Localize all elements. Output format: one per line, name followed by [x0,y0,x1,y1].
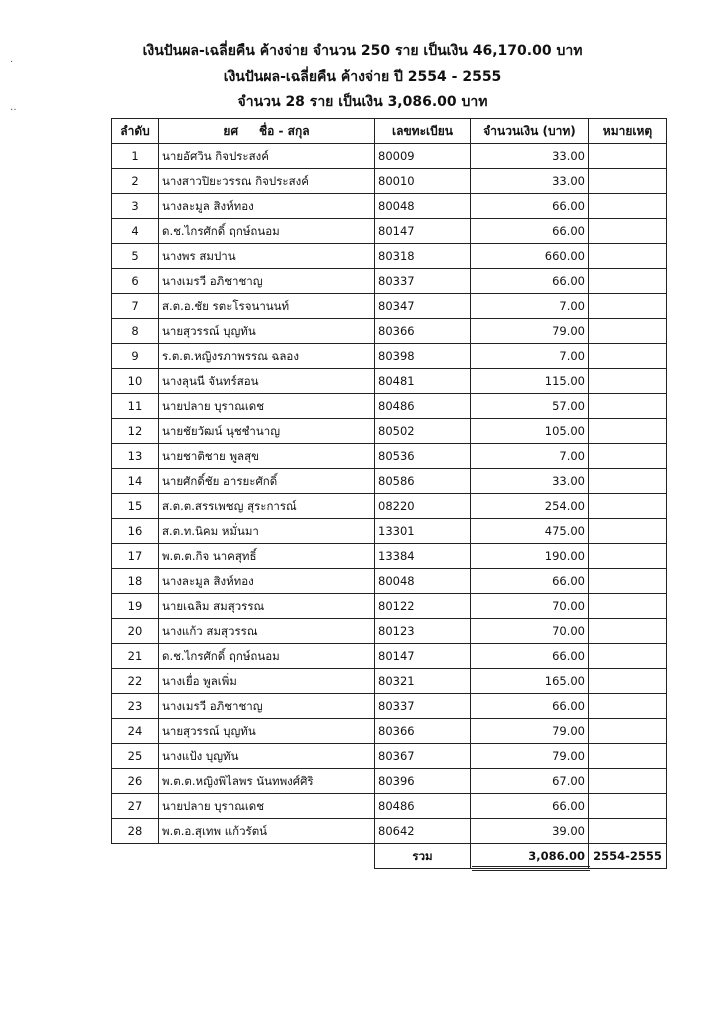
table-row [112,269,667,294]
row-amount: 70.00 [471,619,589,644]
row-note [589,469,667,494]
row-name: นางเยื่อ พูลเพิ่ม [159,669,375,694]
row-number: 16 [112,519,159,544]
row-note [589,444,667,469]
row-note [589,569,667,594]
row-name: นายสุวรรณ์ บุญทัน [159,319,375,344]
row-name: นายอัศวิน กิจประสงค์ [159,144,375,169]
row-number: 12 [112,419,159,444]
row-note [589,419,667,444]
row-note [589,144,667,169]
row-registration: 80123 [375,619,471,644]
table-row [112,519,667,544]
row-amount: 39.00 [471,819,589,844]
table-row [112,819,667,844]
scan-specks: · ‥ [10,57,17,113]
row-number: 4 [112,219,159,244]
row-registration: 80398 [375,344,471,369]
col-header-note: หมายเหตุ [589,119,667,144]
row-name: ส.ต.ต.สรรเพชญ สุระการณ์ [159,494,375,519]
row-registration: 80321 [375,669,471,694]
row-name: นายสุวรรณ์ บุญทัน [159,719,375,744]
row-name: นายปลาย บุราณเดช [159,794,375,819]
row-registration: 13301 [375,519,471,544]
row-note [589,194,667,219]
table-row [112,244,667,269]
row-name: นางละมูล สิงห์ทอง [159,569,375,594]
row-amount: 66.00 [471,794,589,819]
row-name: ด.ช.ไกรศักดิ์ ฤกษ์ถนอม [159,219,375,244]
row-name: ด.ช.ไกรศักดิ์ ฤกษ์ถนอม [159,644,375,669]
row-registration: 08220 [375,494,471,519]
row-note [589,394,667,419]
table-row [112,744,667,769]
header-count-line: จำนวน 28 ราย เป็นเงิน 3,086.00 บาท [237,94,488,110]
row-number: 15 [112,494,159,519]
row-name: นางลุนนี จันทร์สอน [159,369,375,394]
row-amount: 57.00 [471,394,589,419]
row-name: นายชัยวัฒน์ นุชชำนาญ [159,419,375,444]
row-amount: 7.00 [471,444,589,469]
col-header-name: ยศ ชื่อ - สกุล [159,119,375,144]
row-amount: 7.00 [471,344,589,369]
row-note [589,269,667,294]
table-row [112,544,667,569]
table-body [112,144,667,844]
table-row [112,219,667,244]
row-registration: 80366 [375,319,471,344]
row-amount: 190.00 [471,544,589,569]
row-registration: 80147 [375,219,471,244]
row-name: พ.ต.ต.กิจ นาคสุทธิ์ [159,544,375,569]
header-period-line: เงินปันผล-เฉลี่ยคืน ค้างจ่าย ปี 2554 - 2555 [223,69,502,85]
row-number: 2 [112,169,159,194]
row-name: นางพร สมปาน [159,244,375,269]
row-registration: 80337 [375,269,471,294]
row-amount: 33.00 [471,469,589,494]
table-row [112,719,667,744]
row-amount: 66.00 [471,269,589,294]
row-amount: 66.00 [471,219,589,244]
row-name: นายศักดิ์ชัย อารยะศักดิ์ [159,469,375,494]
row-note [589,644,667,669]
row-amount: 115.00 [471,369,589,394]
row-registration: 80122 [375,594,471,619]
table-row [112,694,667,719]
row-number: 8 [112,319,159,344]
table-row [112,419,667,444]
row-number: 27 [112,794,159,819]
row-amount: 79.00 [471,719,589,744]
col-header-reg: เลขทะเบียน [375,119,471,144]
row-registration: 80642 [375,819,471,844]
row-amount: 66.00 [471,694,589,719]
row-number: 17 [112,544,159,569]
row-name: ส.ต.ท.นิคม หมั่นมา [159,519,375,544]
row-registration: 80347 [375,294,471,319]
row-registration: 80396 [375,769,471,794]
row-amount: 67.00 [471,769,589,794]
row-note [589,169,667,194]
col-header-no: ลำดับ [112,119,159,144]
row-amount: 33.00 [471,144,589,169]
row-number: 9 [112,344,159,369]
row-registration: 80481 [375,369,471,394]
table-header-row [112,119,667,144]
row-amount: 165.00 [471,669,589,694]
table-row [112,394,667,419]
row-note [589,369,667,394]
table-row [112,444,667,469]
row-name: นางแป้ง บุญทัน [159,744,375,769]
table-row [112,619,667,644]
row-registration: 80366 [375,719,471,744]
total-amount: 3,086.00 [471,844,589,869]
row-note [589,544,667,569]
table-row [112,794,667,819]
row-number: 13 [112,444,159,469]
total-blank [112,844,375,869]
row-amount: 66.00 [471,194,589,219]
row-name: นางแก้ว สมสุวรรณ [159,619,375,644]
row-number: 14 [112,469,159,494]
row-registration: 80536 [375,444,471,469]
row-registration: 80486 [375,394,471,419]
total-label: รวม [375,844,471,869]
row-note [589,794,667,819]
row-number: 20 [112,619,159,644]
row-note [589,619,667,644]
table-row [112,469,667,494]
table-row [112,669,667,694]
row-amount: 105.00 [471,419,589,444]
row-registration: 80367 [375,744,471,769]
table-row [112,369,667,394]
row-registration: 13384 [375,544,471,569]
row-note [589,669,667,694]
header-total-line: เงินปันผล-เฉลี่ยคืน ค้างจ่าย จำนวน 250 ราย เป็นเงิน 46,170.00 บาท [142,43,583,59]
row-amount: 70.00 [471,594,589,619]
row-note [589,344,667,369]
row-note [589,494,667,519]
table-row [112,769,667,794]
row-amount: 79.00 [471,319,589,344]
row-number: 22 [112,669,159,694]
row-name: นางละมูล สิงห์ทอง [159,194,375,219]
row-name: พ.ต.อ.สุเทพ แก้วรัตน์ [159,819,375,844]
row-name: นางสาวปิยะวรรณ กิจประสงค์ [159,169,375,194]
row-note [589,744,667,769]
table-row [112,494,667,519]
row-registration: 80010 [375,169,471,194]
row-number: 11 [112,394,159,419]
row-number: 21 [112,644,159,669]
dividends-table [111,118,667,869]
row-name: นายชาติชาย พูลสุข [159,444,375,469]
row-number: 28 [112,819,159,844]
row-registration: 80586 [375,469,471,494]
row-amount: 79.00 [471,744,589,769]
row-number: 5 [112,244,159,269]
table-row [112,194,667,219]
table-row [112,344,667,369]
table-row [112,594,667,619]
table-row [112,644,667,669]
row-number: 26 [112,769,159,794]
table-row [112,569,667,594]
row-number: 7 [112,294,159,319]
row-amount: 33.00 [471,169,589,194]
row-number: 24 [112,719,159,744]
row-name: ส.ต.อ.ชัย รตะโรจนานนท์ [159,294,375,319]
row-note [589,219,667,244]
total-row [112,844,667,869]
row-note [589,769,667,794]
row-amount: 254.00 [471,494,589,519]
row-note [589,694,667,719]
table-row [112,144,667,169]
row-number: 10 [112,369,159,394]
table-row [112,169,667,194]
row-number: 3 [112,194,159,219]
total-note: 2554-2555 [589,844,667,869]
row-amount: 660.00 [471,244,589,269]
row-note [589,294,667,319]
row-name: นายปลาย บุราณเดช [159,394,375,419]
row-number: 1 [112,144,159,169]
row-amount: 66.00 [471,644,589,669]
row-note [589,519,667,544]
row-number: 19 [112,594,159,619]
row-note [589,719,667,744]
row-name: นางเมรวี อภิชาชาญ [159,694,375,719]
row-registration: 80337 [375,694,471,719]
row-registration: 80486 [375,794,471,819]
row-number: 23 [112,694,159,719]
row-number: 6 [112,269,159,294]
row-registration: 80048 [375,569,471,594]
row-registration: 80502 [375,419,471,444]
row-note [589,244,667,269]
row-number: 25 [112,744,159,769]
row-registration: 80318 [375,244,471,269]
row-amount: 66.00 [471,569,589,594]
row-registration: 80048 [375,194,471,219]
col-header-amount: จำนวนเงิน (บาท) [471,119,589,144]
row-note [589,819,667,844]
row-amount: 7.00 [471,294,589,319]
total-double-underline [472,866,590,871]
row-name: นางเมรวี อภิชาชาญ [159,269,375,294]
table-row [112,294,667,319]
row-name: ร.ต.ต.หญิงรภาพรรณ ฉลอง [159,344,375,369]
table-row [112,319,667,344]
row-registration: 80147 [375,644,471,669]
row-note [589,594,667,619]
row-name: นายเฉลิม สมสุวรรณ [159,594,375,619]
row-amount: 475.00 [471,519,589,544]
row-number: 18 [112,569,159,594]
row-name: พ.ต.ต.หญิงพิไลพร นันทพงศ์ศิริ [159,769,375,794]
row-registration: 80009 [375,144,471,169]
row-note [589,319,667,344]
